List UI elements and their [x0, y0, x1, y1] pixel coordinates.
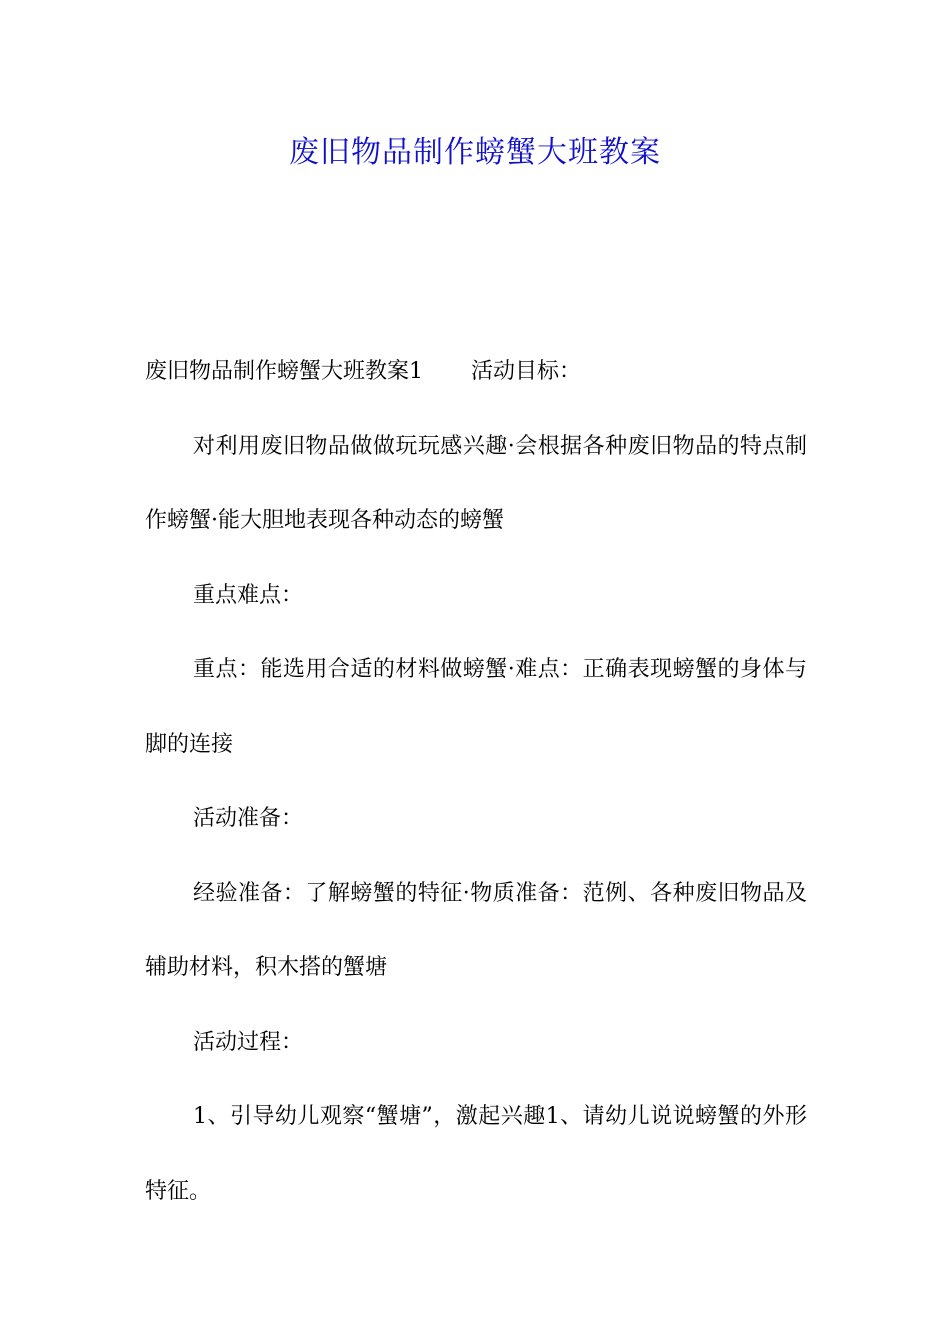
paragraph-key-points: 重点：能选用合适的材料做螃蟹·难点：正确表现螃蟹的身体与脚的连接: [145, 657, 807, 757]
document-title: 废旧物品制作螃蟹大班教案: [289, 135, 661, 170]
activity-goal-label: 活动目标：: [471, 359, 582, 384]
paragraph-preparation: 经验准备：了解螃蟹的特征·物质准备：范例、各种废旧物品及辅助材料，积木搭的蟹塘: [145, 880, 807, 980]
paragraph-process-heading: 活动过程：: [193, 1029, 304, 1055]
paragraph-preparation-heading: 活动准备：: [193, 806, 304, 831]
document-body: [145, 335, 807, 1229]
lesson-plan-label: 废旧物品制作螃蟹大班教案1: [145, 359, 423, 384]
paragraph-process-step-1: 1、引导幼儿观察“蟹塘”，激起兴趣1、请幼儿说说螃蟹的外形特征。: [145, 1104, 807, 1204]
paragraph-heading-line: [145, 335, 807, 410]
paragraph-goals: 对利用废旧物品做做玩玩感兴趣·会根据各种废旧物品的特点制作螃蟹·能大胆地表现各种动态的螃蟹: [145, 433, 807, 533]
paragraph-key-points-heading: 重点难点：: [193, 582, 304, 608]
